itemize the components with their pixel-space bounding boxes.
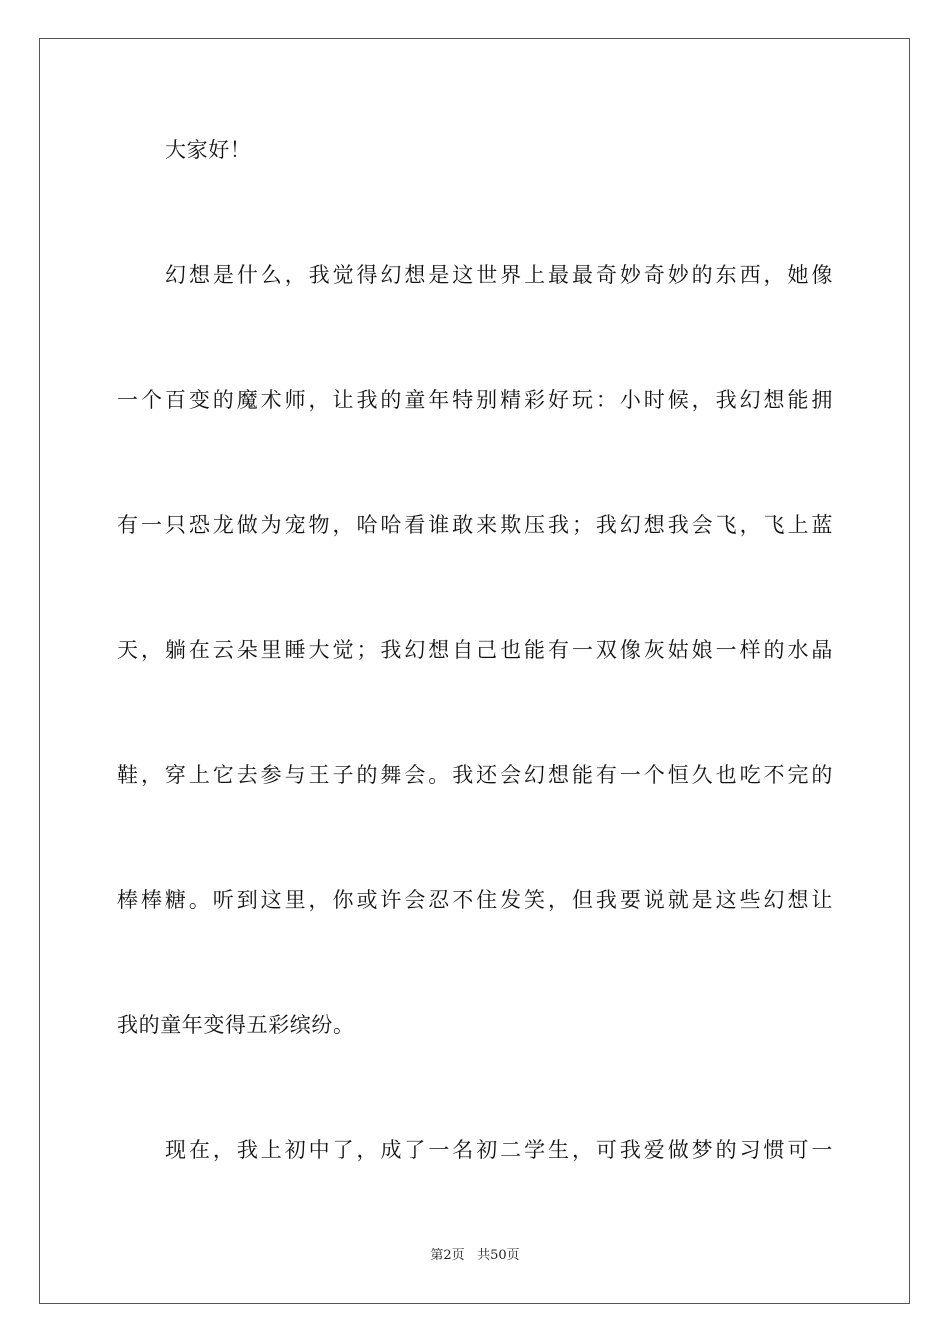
text-line: 鞋，穿上它去参与王子的舞会。我还会幻想能有一个恒久也吃不完的 bbox=[117, 763, 833, 787]
text-line: 大家好！ bbox=[165, 138, 252, 162]
text-line: 棒棒糖。听到这里，你或许会忍不住发笑，但我要说就是这些幻想让 bbox=[117, 888, 833, 912]
page-number: 第2页 bbox=[430, 1248, 465, 1263]
page-total: 共50页 bbox=[477, 1248, 520, 1263]
text-line: 天，躺在云朵里睡大觉；我幻想自己也能有一双像灰姑娘一样的水晶 bbox=[117, 638, 833, 662]
text-line: 有一只恐龙做为宠物，哈哈看谁敢来欺压我；我幻想我会飞，飞上蓝 bbox=[117, 513, 833, 537]
text-line: 幻想是什么，我觉得幻想是这世界上最最奇妙奇妙的东西，她像 bbox=[165, 263, 833, 287]
text-line: 一个百变的魔术师，让我的童年特别精彩好玩：小时候，我幻想能拥 bbox=[117, 388, 833, 412]
footer-spacer bbox=[465, 1248, 477, 1263]
page-footer bbox=[0, 1247, 950, 1265]
text-line: 现在，我上初中了，成了一名初二学生，可我爱做梦的习惯可一 bbox=[165, 1138, 833, 1162]
page-frame bbox=[39, 38, 910, 1304]
text-line: 我的童年变得五彩缤纷。 bbox=[117, 1013, 355, 1037]
